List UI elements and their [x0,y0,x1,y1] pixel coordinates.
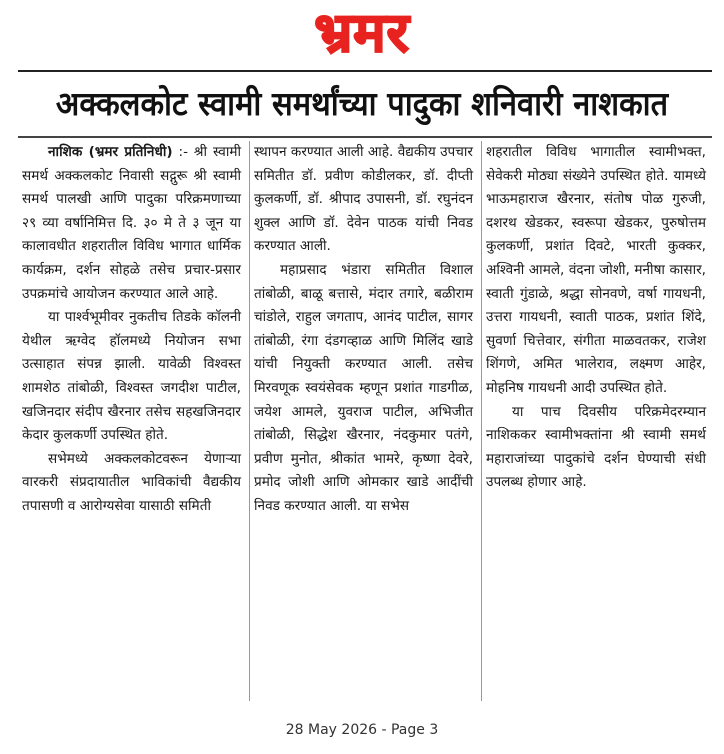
article-column-1 [18,141,250,701]
article-headline: अक्कलकोट स्वामी समर्थांच्या पादुका शनिवारी नाशकात [55,84,669,123]
masthead [0,2,724,66]
article-paragraph: या पाच दिवसीय परिक्रमेदरम्यान नाशिककर स्वामीभक्तांना श्री स्वामी समर्थ महाराजांच्या पादुकांचे दर्शन घेण्याची संधी उपलब्ध होणार आहे. [486,403,706,491]
article-column-2 [250,141,482,701]
article-body [18,141,716,701]
article-paragraph-text: :- श्री स्वामी समर्थ अक्कलकोट निवासी सद्गुरू श्री स्वामी समर्थ पालखी आणि पादुका परिक्रमणाच्या २९ व्या वर्षानिमित्त दि. ३० मे ते ३ जून या कालावधीत शहरातील विविध भागात धार्मिक कार्यक्रम, दर्शन सोहळे तसेच प्रचार-प्रसार उपक्रमांचे आयोजन करण्यात आले आहे. [22,144,241,302]
headline-divider [18,136,712,138]
article-dateline: नाशिक (भ्रमर प्रतिनिधी) [48,144,173,160]
article-paragraph: स्थापन करण्यात आली आहे. वैद्यकीय उपचार समितीत डॉ. प्रवीण कोडीलकर, डॉ. दीप्ती कुलकर्णी, डॉ. श्रीपाद उपासनी, डॉ. रघुनंदन शुक्ल आणि डॉ. देवेन पाठक यांची निवड करण्यात आली. [254,144,473,255]
article-paragraph: शहरातील विविध भागातील स्वामीभक्त, सेवेकरी मोठ्या संख्येने उपस्थित होते. यामध्ये भाऊमहाराज खैरनार, संतोष पोळ गुरुजी, दशरथ खेडकर, स्वरूपा खेडकर, पुरुषोत्तम कुलकर्णी, प्रशांत दिवटे, भारती कुक्कर, अश्विनी आमले, वंदना जोशी, मनीषा कासार, स्वाती गुंडाळे, श्रद्धा सोनवणे, वर्षा गायधनी, उत्तरा गायधनी, स्वाती पाठक, प्रशांत शिंदे, सुवर्णा चित्तेवार, संगीता माळवतकर, राजेश शिंगणे, अमित भालेराव, लक्ष्मण आहेर, मोहनिष गायधनी आदी उपस्थित होते. [486,144,706,396]
article-paragraph: सभेमध्ये अक्कलकोटवरून येणाऱ्या वारकरी संप्रदायातील भाविकांची वैद्यकीय तपासणी व आरोग्यसेवा यासाठी समिती [22,450,241,514]
article-paragraph: या पार्श्वभूमीवर नुकतीच तिडके कॉलनी येथील ऋग्वेद हॉलमध्ये नियोजन सभा उत्साहात संपन्न झाली. यावेळी विश्वस्त शामशेठ तांबोळी, विश्वस्त जगदीश पाटील, खजिनदार संदीप खैरनार तसेच सहखजिनदार केदार कुलकर्णी उपस्थित होते. [22,309,241,444]
article-paragraph [22,141,241,306]
article-paragraph: महाप्रसाद भंडारा समितीत विशाल तांबोळी, बाळू बत्तासे, मंदार तगारे, बळीराम चांडोले, राहुल जगताप, आनंद पाटील, सागर तांबोळी, रंगा दंडगव्हाळ आणि मिलिंद खाडे यांची नियुक्ती करण्यात आली. तसेच मिरवणूक स्वयंसेवक म्हणून प्रशांत गाडगीळ, जयेश आमले, युवराज पाटील, अभिजीत तांबोळी, सिद्धेश खैरनार, नंदकुमार पतंगे, प्रवीण मुनोत, श्रीकांत भामरे, कृष्णा देवरे, प्रमोद जोशी आणि ओमकार खाडे आदींची निवड करण्यात आली. या सभेस [254,261,473,514]
article-column-3 [482,141,714,701]
page-footer: 28 May 2026 - Page 3 [285,722,439,738]
newspaper-logo: भ्रमर [314,1,410,64]
masthead-divider [18,70,712,72]
